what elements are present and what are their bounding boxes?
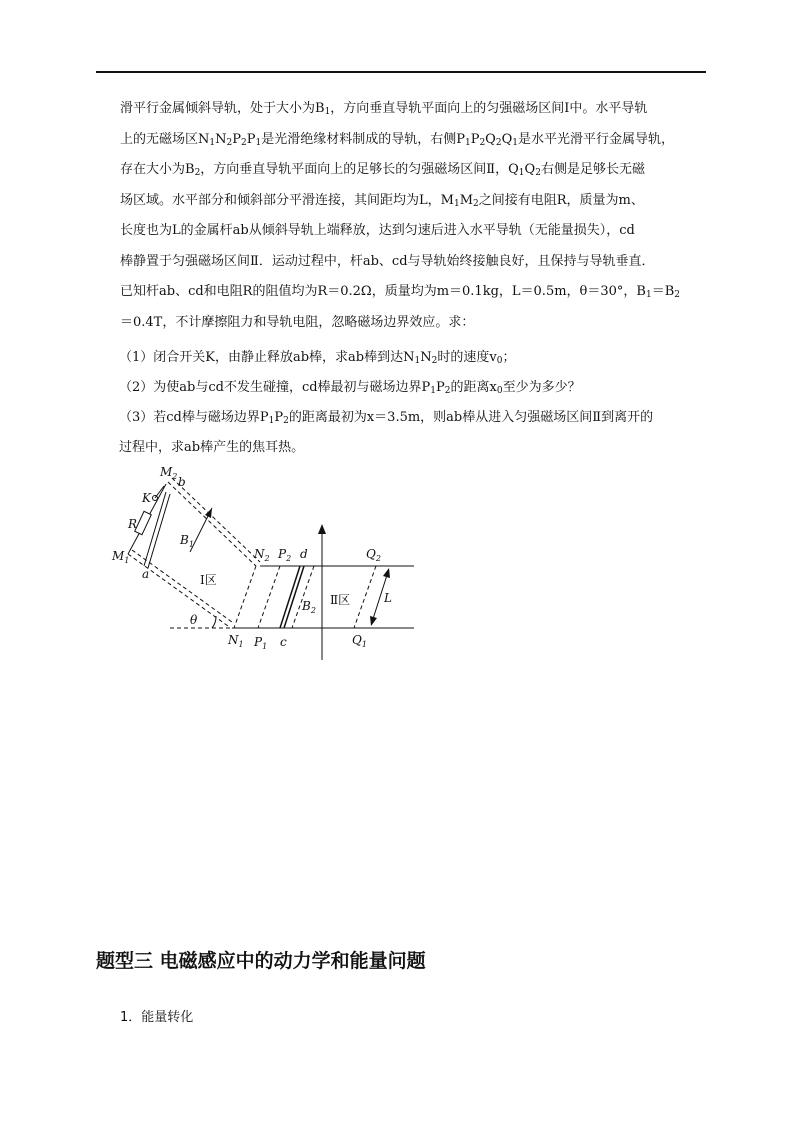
question-3: （3）若cd棒与磁场边界$P_1P_2$的距离最初为x＝3.5m，则ab棒从进入匀强磁场区间Ⅱ到离开的 (119, 410, 654, 426)
resistor-symbol (135, 511, 152, 534)
theta-arc (212, 616, 216, 628)
question-1: （1）闭合开关K，由静止释放ab棒，求ab棒到达$N_1N_2$时的速度$v_0$； (119, 350, 516, 366)
label-r: R (128, 517, 138, 531)
label-d: d (300, 547, 308, 561)
label-b1: $B_1$ (180, 533, 194, 549)
b2-arrowhead (318, 524, 326, 534)
boundary-p (258, 566, 280, 628)
label-theta: θ (190, 613, 198, 627)
label-k: K (142, 491, 151, 505)
rod-ab-2 (148, 494, 170, 568)
b1-arrowhead (205, 508, 212, 518)
problem-line: 上的无磁场区$N_1N_2P_2P_1$是光滑绝缘材料制成的导轨，右侧$P_1P_2Q_2Q_1$是水平光滑平行金属导轨， (120, 131, 674, 148)
boundary-mid (292, 566, 314, 628)
rod-cd-2 (284, 566, 304, 628)
label-zone2: Ⅱ区 (330, 593, 351, 607)
question-2: （2）为使ab与cd不发生碰撞，cd棒最初与磁场边界$P_1P_2$的距离$x_0$至少为多少？ (119, 380, 581, 396)
label-p2: $P_2$ (278, 547, 292, 563)
incline-upper-rail-2 (172, 478, 260, 562)
header-rule (96, 71, 706, 73)
problem-line: 滑平行金属倾斜导轨，处于大小为$B_1$，方向垂直导轨平面向上的匀强磁场区间Ⅰ中。水平导轨 (120, 101, 648, 117)
problem-line: 存在大小为$B_2$，方向垂直导轨平面向上的足够长的匀强磁场区间Ⅱ，$Q_1Q_2$右侧是足够长无磁 (120, 162, 645, 178)
problem-line: 场区域。水平部分和倾斜部分平滑连接，其间距均为L，$M_1M_2$之间接有电阻R，质量为m、 (120, 192, 644, 209)
problem-line: 棒静置于匀强磁场区间Ⅱ．运动过程中，杆ab、cd与导轨始终接触良好，且保持与导轨垂直． (120, 253, 655, 269)
l-arrowhead-bottom (370, 616, 377, 626)
label-q2: $Q_2$ (366, 547, 381, 563)
problem-line: ＝0.4T，不计摩擦阻力和导轨电阻，忽略磁场边界效应。求： (120, 314, 475, 330)
label-b: b (178, 475, 186, 489)
label-b2: $B_2$ (302, 599, 316, 615)
problem-text (120, 94, 710, 338)
l-arrowhead-top (383, 568, 390, 578)
question-3-cont: 过程中，求ab棒产生的焦耳热。 (119, 440, 305, 455)
rail-diagram (108, 462, 428, 668)
label-a: a (142, 567, 150, 581)
section-heading: 题型三 电磁感应中的动力学和能量问题 (96, 950, 426, 972)
problem-line: 长度也为L的金属杆ab从倾斜导轨上端释放，达到匀速后进入水平导轨（无能量损失），cd (120, 223, 635, 238)
label-l: L (384, 591, 392, 605)
boundary-n (234, 566, 256, 628)
label-q1: $Q_1$ (352, 633, 367, 649)
label-n2: $N_2$ (254, 547, 270, 563)
label-n1: $N_1$ (228, 633, 244, 649)
section-subheading: 1．能量转化 (120, 1010, 194, 1025)
label-p1: $P_1$ (254, 635, 268, 651)
label-m1: $M_1$ (112, 549, 130, 565)
problem-line: 已知杆ab、cd和电阻R的阻值均为R＝0.2Ω，质量均为m＝0.1kg，L＝0.5m，θ＝30°，$B_1=B_2$ (120, 284, 680, 300)
incline-upper-rail (168, 482, 256, 566)
incline-lower-rail (128, 554, 228, 626)
label-c: c (280, 635, 287, 649)
label-zone1: Ⅰ区 (200, 573, 217, 587)
rod-cd (280, 566, 300, 628)
label-m2: $M_2$ (160, 465, 178, 481)
incline-lower-rail-2 (132, 550, 232, 622)
